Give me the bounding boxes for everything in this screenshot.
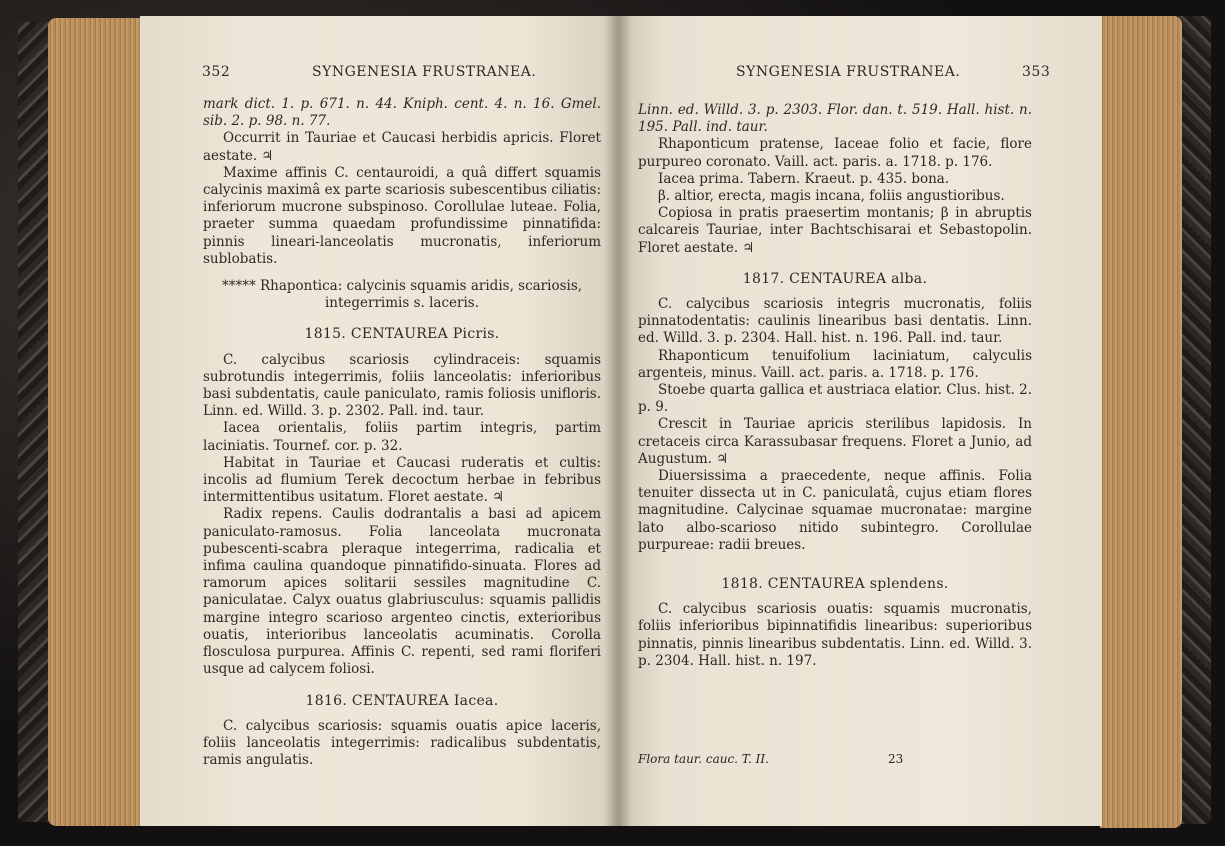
right-synonym-2: Iacea prima. Tabern. Kraeut. p. 435. bona. <box>658 170 950 187</box>
right-page-number: 353 <box>1022 64 1051 80</box>
right-page <box>618 16 1102 826</box>
left-running-head: SYNGENESIA FRUSTRANEA. <box>312 64 537 80</box>
entry-1818-diagnosis: C. calycibus scariosis ouatis: squamis mucronatis, foliis inferioribus bipinnatifidis linearibus: superioribus pinnatis, pinnis linearibus subdentatis. Linn. ed. Willd. 3. p. 2304. Hall. hist. n. 197. <box>638 601 1032 669</box>
section-heading-rhapontica: ***** Rhapontica: calycinis squamis aridis, scariosis, integerrimis s. laceris. <box>221 278 583 312</box>
entry-1815-synonym: Iacea orientalis, foliis partim integris, partim laciniatis. Tournef. cor. p. 32. <box>203 420 601 454</box>
entry-1815-habitat: Habitat in Tauriae et Caucasi ruderatis et cultis: incolis ad flumium Terek decoctum herbae in febribus intermittentibus usitatum. Floret aestate. ♃ <box>203 454 601 506</box>
right-citation-continued: Linn. ed. Willd. 3. p. 2303. Flor. dan. t. 519. Hall. hist. n. 195. Pall. ind. taur. <box>638 102 1032 136</box>
right-synonym-1: Rhaponticum pratense, Iaceae folio et facie, flore purpureo coronato. Vaill. act. paris. a. 1718. p. 176. <box>638 136 1032 170</box>
entry-1817-synonym-2: Stoebe quarta gallica et austriaca elatior. Clus. hist. 2. p. 9. <box>638 382 1032 416</box>
right-running-head: SYNGENESIA FRUSTRANEA. <box>736 64 961 80</box>
right-variety-beta: β. altior, erecta, magis incana, foliis angustioribus. <box>658 188 1005 205</box>
left-habitat: Occurrit in Tauriae et Caucasi herbidis apricis. Floret aestate. ♃ <box>203 130 601 164</box>
entry-1815-diagnosis: C. calycibus scariosis cylindraceis: squamis subrotundis integerrimis, foliis lanceolatis: inferioribus basi subdentatis, caule paniculato, ramis foliosis unifloris. Linn. ed. Willd. 3. p. 2302. Pall. ind. taur. <box>203 351 601 420</box>
entry-1815-title: 1815. CENTAUREA Picris. <box>304 326 500 343</box>
entry-1818-title: 1818. CENTAUREA splendens. <box>721 576 949 593</box>
entry-1817-synonym-1: Rhaponticum tenuifolium laciniatum, calyculis argenteis, minus. Vaill. act. paris. a. 1718. p. 176. <box>638 347 1032 381</box>
page-footer <box>638 752 1032 766</box>
entry-1816-title: 1816. CENTAUREA Iacea. <box>305 692 499 709</box>
entry-1817-title: 1817. CENTAUREA alba. <box>742 270 928 287</box>
entry-1817-habitat: Crescit in Tauriae apricis sterilibus lapidosis. In cretaceis circa Karassubasar frequens. Floret a Junio, ad Augustum. ♃ <box>638 416 1032 467</box>
page-edges-left <box>48 18 148 826</box>
right-habitat: Copiosa in pratis praesertim montanis; β in abruptis calcareis Tauriae, inter Bachtschisarai et Sebastopolin. Floret aestate. ♃ <box>638 205 1032 256</box>
book-gutter <box>604 16 632 826</box>
left-description: Maxime affinis C. centauroidi, a quâ differt squamis calycinis maximâ ex parte scariosis subescentibus ciliatis: inferiorum mucrone subspinoso. Corollulae luteae. Folia, praeter summa quaedam profundissime pinnatifida: pinnis lineari-lanceolatis mucronatis, inferiorum sublobatis. <box>203 164 601 267</box>
left-page <box>140 16 618 826</box>
entry-1816-diagnosis: C. calycibus scariosis: squamis ouatis apice laceris, foliis lanceolatis integerrimis: radicalibus subdentatis, ramis angulatis. <box>203 717 601 769</box>
left-page-number: 352 <box>202 64 231 80</box>
entry-1815-description: Radix repens. Caulis dodrantalis a basi ad apicem paniculato-ramosus. Folia lanceolata mucronata pubescenti-scabra pleraque integerrima, radicalia et infima caulina quandoque pinnatifido-sinuata. Flores ad ramorum apices solitarii sessiles magnitudine C. paniculatae. Calyx ouatus glabriusculus: squamis pallidis margine integro scarioso argenteo cinctis, exterioribus ouatis, interioribus lanceolatis acuminatis. Corolla flosculosa purpurea. Affinis C. repenti, sed rami floriferi usque ad calycem foliosi. <box>203 506 601 678</box>
footer-signature: 23 <box>888 752 904 766</box>
right-text-block <box>638 102 1032 670</box>
left-citation-continued: mark dict. 1. p. 671. n. 44. Kniph. cent. 4. n. 16. Gmel. sib. 2. p. 98. n. 77. <box>203 96 601 130</box>
left-text-block <box>203 96 601 769</box>
entry-1817-description: Diuersissima a praecedente, neque affinis. Folia tenuiter dissecta ut in C. paniculatâ, cujus etiam flores magnitudine. Calycinae squamae mucronatae: margine lato albo-scarioso nitido subintegro. Corollulae purpureae: radii breues. <box>638 468 1032 553</box>
page-edges-right <box>1100 16 1182 828</box>
footer-title: Flora taur. cauc. T. II. <box>638 752 769 766</box>
entry-1817-diagnosis: C. calycibus scariosis integris mucronatis, foliis pinnatodentatis: caulinis linearibus basi dentatis. Linn. ed. Willd. 3. p. 2304. Hall. hist. n. 196. Pall. ind. taur. <box>638 296 1032 347</box>
